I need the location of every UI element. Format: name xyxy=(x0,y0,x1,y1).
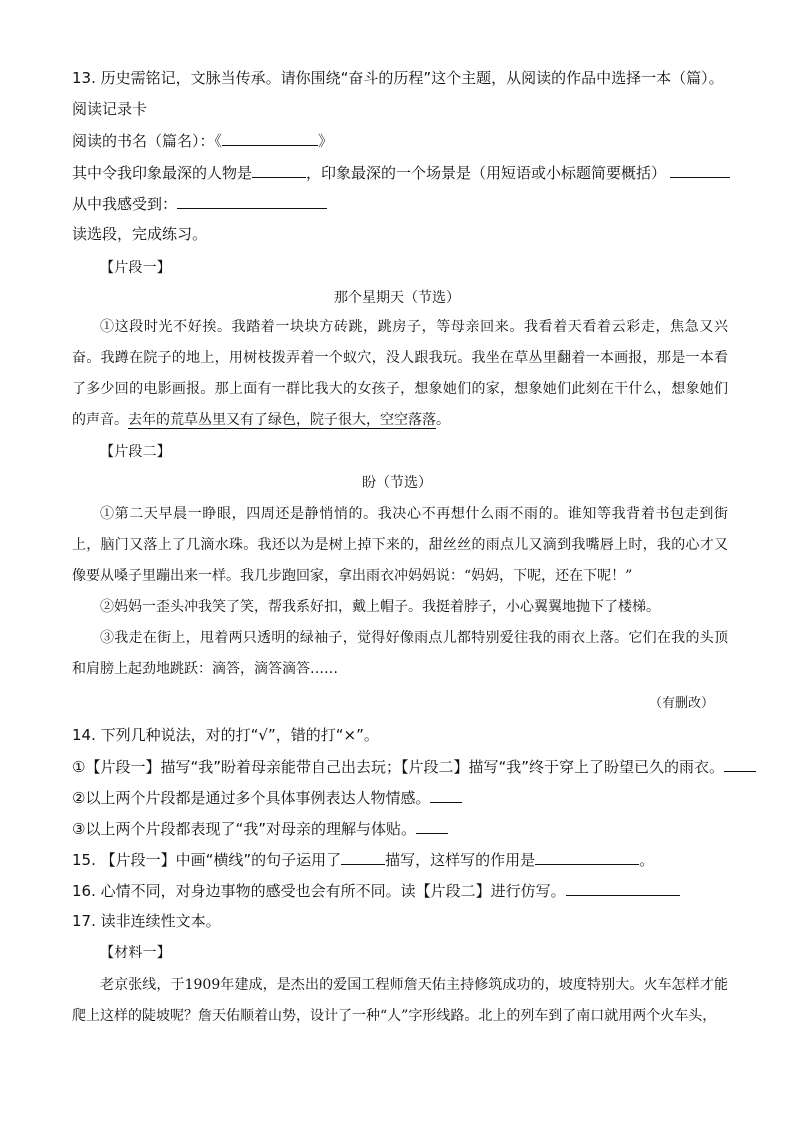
q14-item-3-blank[interactable] xyxy=(416,818,448,834)
q14-item-2-text: ②以上两个片段都是通过多个具体事例表达人物情感。 xyxy=(72,789,431,807)
feeling-blank[interactable] xyxy=(177,193,327,209)
q15-text-a: 15. 【片段一】中画“横线”的句子运用了 xyxy=(72,851,342,869)
material1-label: 【材料一】 xyxy=(100,945,171,961)
q15-blank-1[interactable] xyxy=(341,849,385,865)
q15-blank-2[interactable] xyxy=(535,849,639,865)
q16-text: 16. 心情不同，对身边事物的感受也会有所不同。读【片段二】进行仿写。 xyxy=(72,882,566,900)
book-name-close: 》 xyxy=(318,132,334,150)
q14-item-1-text: ①【片段一】描写“我”盼着母亲能带自己出去玩；【片段二】描写“我”终于穿上了盼望已久的雨衣。 xyxy=(72,758,725,776)
q15-question xyxy=(72,849,654,870)
fragment1-paragraph xyxy=(72,312,728,436)
book-name-label: 阅读的书名（篇名）：《 xyxy=(72,132,223,150)
impression-person-blank[interactable] xyxy=(252,162,306,178)
q13-question: 13. 历史需铭记，文脉当传承。请你围绕“奋斗的历程”这个主题，从阅读的作品中选择一本（篇）。 xyxy=(72,69,724,87)
fragment2-paragraph-1: ①第二天早晨一睁眼，四周还是静悄悄的。我决心不再想什么雨不雨的。谁知等我背着书包走到街上，脑门又落上了几滴水珠。我还以为是树上掉下来的，甜丝丝的雨点儿又滴到我嘴唇上时，我的心才又像要从嗓子里蹦出来一样。我几步跑回家，拿出雨衣冲妈妈说：“妈妈，下呢，还在下呢！” xyxy=(72,506,728,584)
book-name-line xyxy=(72,130,333,151)
fragment1-underlined-sentence: 去年的荒草丛里又有了绿色，院子很大，空空落落 xyxy=(128,412,436,428)
reading-instruction: 读选段，完成练习。 xyxy=(72,225,208,243)
q14-item-2-blank[interactable] xyxy=(430,787,462,803)
q15-text-b: 描写，这样写的作用是 xyxy=(385,851,536,869)
impression-person-label: 其中令我印象最深的人物是 xyxy=(72,164,253,182)
fragment2-label: 【片段二】 xyxy=(100,444,171,460)
fragment2-paragraph-3: ③我走在街上，甩着两只透明的绿袖子，觉得好像雨点儿都特别爱往我的雨衣上落。它们在我的头顶和肩膀上起劲地跳跃：滴答，滴答滴答…… xyxy=(72,630,728,677)
fragment1-label: 【片段一】 xyxy=(100,260,171,276)
q16-question xyxy=(72,880,680,901)
q14-item-3-text: ③以上两个片段都表现了“我”对母亲的理解与体贴。 xyxy=(72,820,416,838)
impression-scene-label: ，印象最深的一个场景是（用短语或小标题简要概括） xyxy=(306,164,667,182)
q14-item-1-blank[interactable] xyxy=(724,756,756,772)
fragment1-title: 那个星期天（节选） xyxy=(334,290,460,306)
q15-text-c: 。 xyxy=(639,851,655,869)
q14-item-2 xyxy=(72,787,462,808)
feeling-label: 从中我感受到： xyxy=(72,195,178,213)
q17-question: 17. 读非连续性文本。 xyxy=(72,912,221,930)
feeling-line xyxy=(72,193,327,214)
fragment2-title: 盼（节选） xyxy=(362,475,432,491)
impression-scene-blank[interactable] xyxy=(670,162,730,178)
q16-blank[interactable] xyxy=(566,880,680,896)
reading-card-title: 阅读记录卡 xyxy=(72,100,148,118)
q14-item-3 xyxy=(72,818,448,839)
q14-question: 14. 下列几种说法，对的打“√”，错的打“×”。 xyxy=(72,726,379,744)
fragment1-end: 。 xyxy=(436,412,450,428)
book-name-blank[interactable] xyxy=(222,130,318,146)
material1-paragraph: 老京张线，于1909年建成，是杰出的爱国工程师詹天佑主持修筑成功的，坡度特别大。火车怎样才能爬上这样的陡坡呢？詹天佑顺着山势，设计了一种“人”字形线路。北上的列车到了南口就用两个火车头， xyxy=(72,977,728,1024)
fragment1-text: ①这段时光不好挨。我踏着一块块方砖跳，跳房子，等母亲回来。我看着天看着云彩走，焦急又兴奋。我蹲在院子的地上，用树枝拨弄着一个蚁穴，没人跟我玩。我坐在草丛里翻着一本画报，那是一本看了多少回的电影画报。那上面有一群比我大的女孩子，想象她们的家，想象她们此刻在干什么，想象她们的声音。 xyxy=(72,319,728,428)
fragment2-paragraph-2: ②妈妈一歪头冲我笑了笑，帮我系好扣，戴上帽子。我挺着脖子，小心翼翼地抛下了楼梯。 xyxy=(100,599,660,615)
q14-item-1 xyxy=(72,756,756,777)
impression-line xyxy=(72,162,730,183)
abridged-note: （有删改） xyxy=(648,696,714,711)
